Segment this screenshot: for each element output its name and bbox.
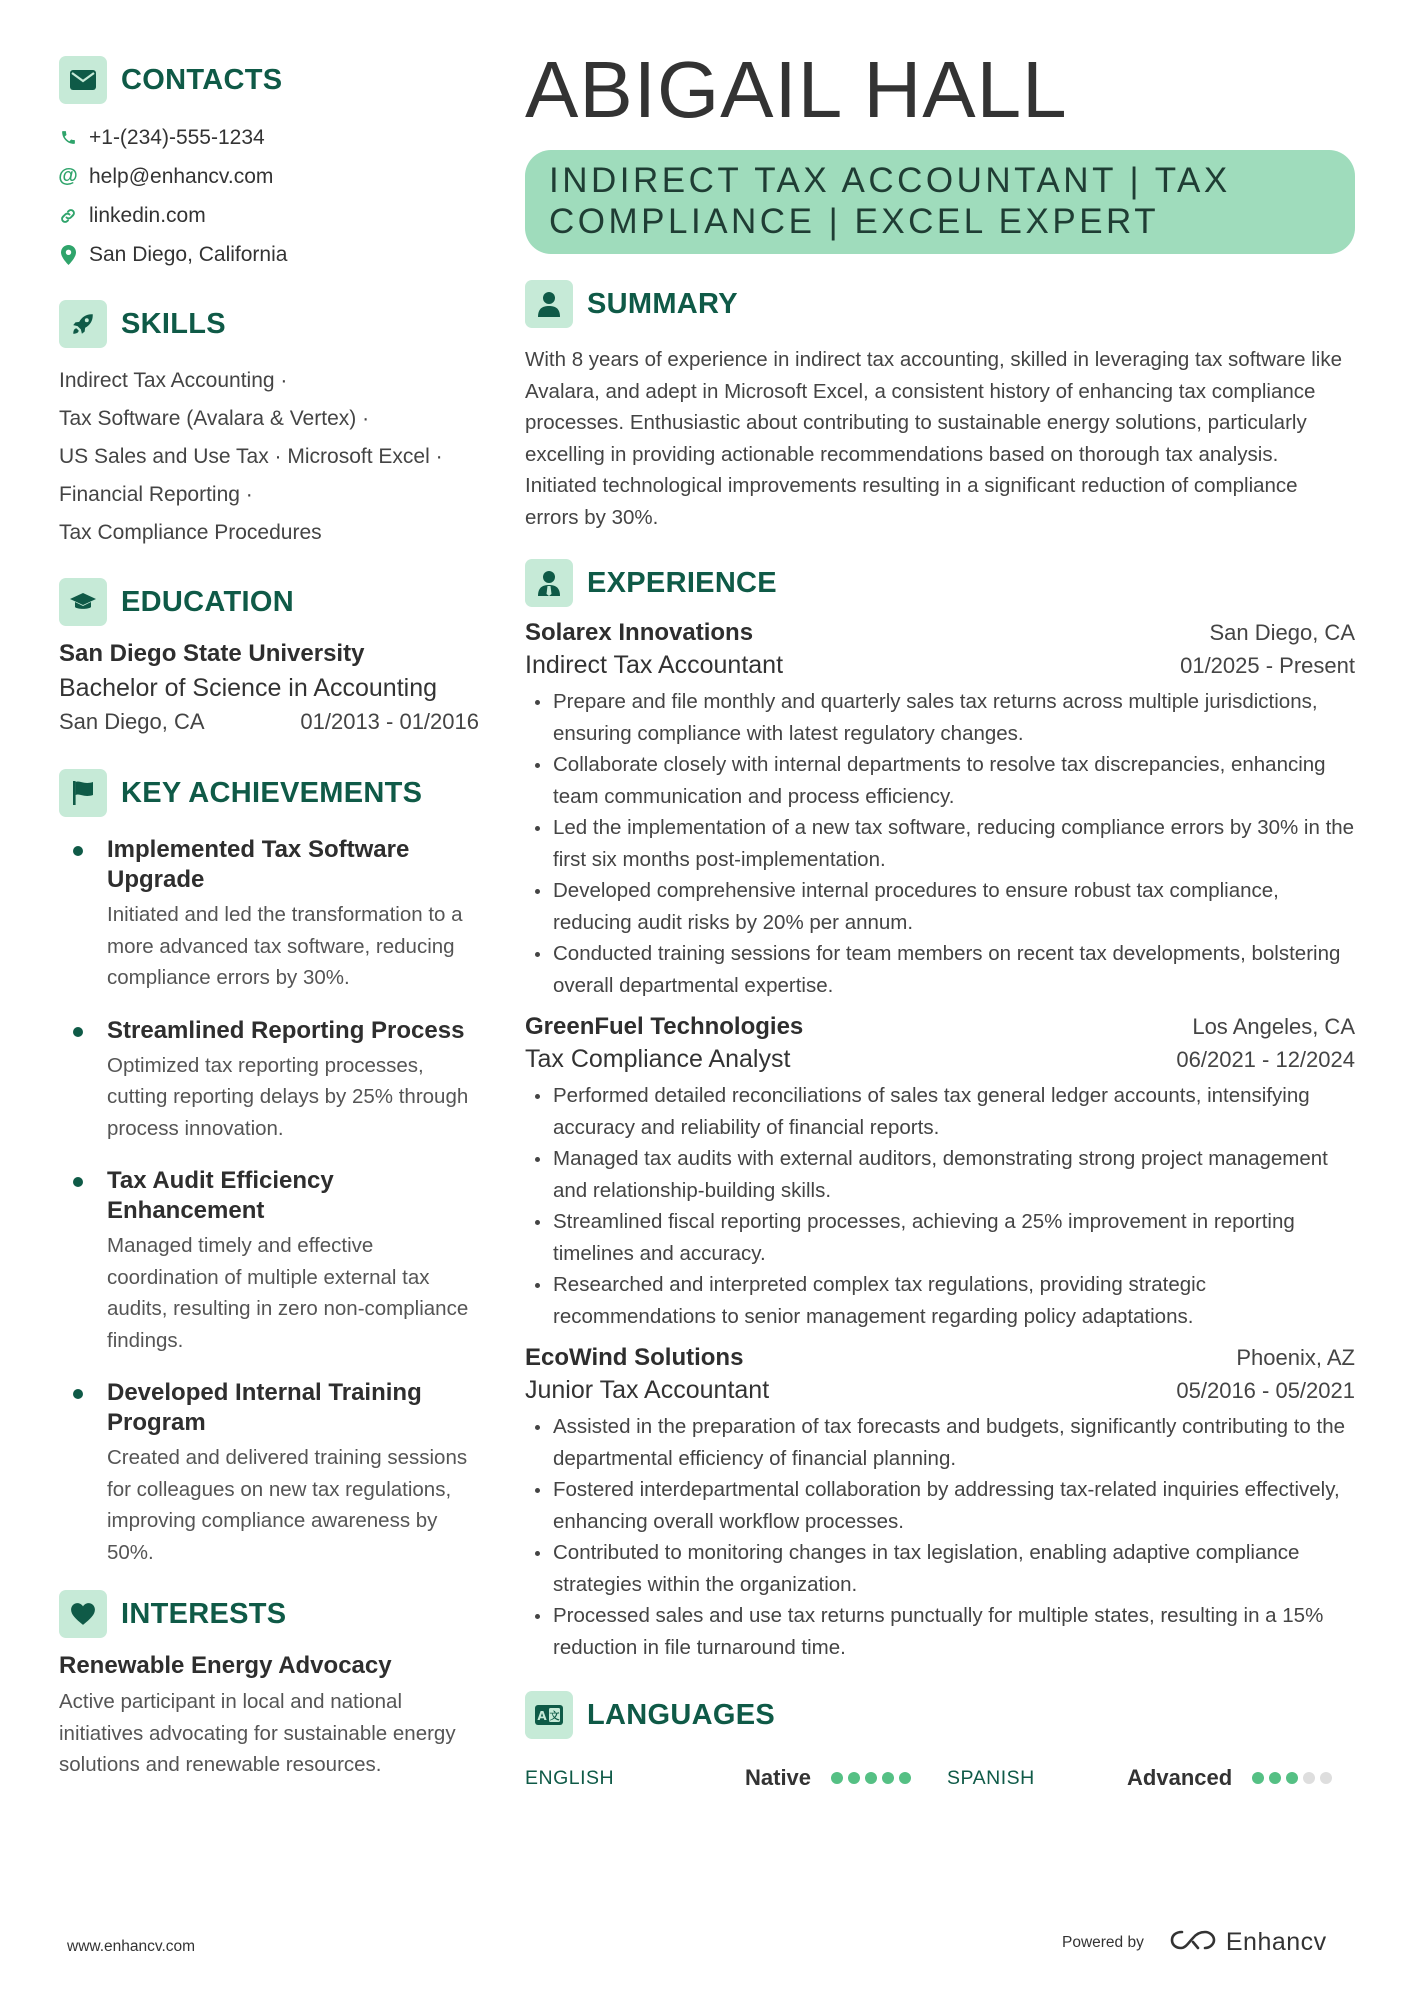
summary-heading xyxy=(525,280,1355,328)
rating-dot-filled xyxy=(865,1772,877,1784)
translate-icon xyxy=(525,1691,573,1739)
job-bullet: Fostered interdepartmental collaboration by addressing tax-related inquiries effectively, enhancing overall workflow processes. xyxy=(525,1474,1355,1537)
rating-dot-empty xyxy=(1320,1772,1332,1784)
rating-dot-filled xyxy=(848,1772,860,1784)
location-text: San Diego, California xyxy=(89,242,288,266)
job-dates: 05/2016 - 05/2021 xyxy=(1176,1378,1355,1403)
at-icon: @ xyxy=(58,165,78,187)
right-column xyxy=(525,44,1355,1793)
skill-line: Financial Reporting · xyxy=(59,483,253,506)
job-bullets xyxy=(525,686,1355,1001)
rating-dot-filled xyxy=(1269,1772,1281,1784)
footer-website[interactable]: www.enhancv.com xyxy=(67,1938,196,1955)
achievement-text: Managed timely and effective coordination of multiple external tax audits, resulting in zero non-compliance findings. xyxy=(107,1234,469,1352)
experience-heading xyxy=(525,559,1355,607)
job-bullet: Researched and interpreted complex tax regulations, providing strategic recommendations to senior management regarding policy adaptations. xyxy=(525,1269,1355,1332)
candidate-name: ABIGAIL HALL xyxy=(525,45,1068,134)
achievements-heading xyxy=(59,769,479,817)
heart-icon xyxy=(59,1590,107,1638)
achievement-title: Tax Audit Efficiency Enhancement xyxy=(107,1167,334,1224)
job-bullet: Assisted in the preparation of tax forecasts and budgets, significantly contributing to the departmental efficiency of financial planning. xyxy=(525,1411,1355,1474)
map-pin-icon xyxy=(59,244,77,266)
languages-title: LANGUAGES xyxy=(587,1698,775,1731)
user-tie-icon xyxy=(525,559,573,607)
job-bullet: Prepare and file monthly and quarterly sales tax returns across multiple jurisdictions, ensuring compliance with latest regulatory changes. xyxy=(525,686,1355,749)
language-level: Advanced xyxy=(1127,1765,1233,1790)
bullet-dot xyxy=(73,1177,83,1187)
job-bullets xyxy=(525,1080,1355,1332)
job-dates: 06/2021 - 12/2024 xyxy=(1176,1047,1355,1072)
powered-by-text: Powered by xyxy=(1062,1933,1144,1951)
rating-dot-empty xyxy=(1303,1772,1315,1784)
skill-line: Tax Compliance Procedures xyxy=(59,521,322,544)
job-dates: 01/2025 - Present xyxy=(1180,653,1355,678)
svg-text:文: 文 xyxy=(549,1711,560,1723)
achievements-title: KEY ACHIEVEMENTS xyxy=(121,776,423,809)
phone-icon xyxy=(59,127,77,149)
interest-title: Renewable Energy Advocacy xyxy=(59,1652,392,1679)
svg-text:A: A xyxy=(537,1709,547,1723)
skill-line: US Sales and Use Tax · Microsoft Excel · xyxy=(59,445,443,468)
summary-title: SUMMARY xyxy=(587,287,738,320)
language-name: SPANISH xyxy=(947,1766,1035,1789)
job-role: Indirect Tax Accountant xyxy=(525,651,784,679)
job-bullet: Managed tax audits with external auditors, demonstrating strong project management and relationship-building skills. xyxy=(525,1143,1355,1206)
headline-box xyxy=(525,150,1355,254)
headline-text: INDIRECT TAX ACCOUNTANT | TAX COMPLIANCE | EXCEL EXPERT xyxy=(549,161,1231,241)
email-link[interactable]: help@enhancv.com xyxy=(89,164,274,188)
education-meta xyxy=(59,709,479,735)
contact-linkedin xyxy=(59,196,479,235)
rating-dot-filled xyxy=(882,1772,894,1784)
job-entry xyxy=(525,619,1355,1001)
job-location: San Diego, CA xyxy=(1209,620,1355,645)
job-bullet: Performed detailed reconciliations of sales tax general ledger accounts, intensifying accuracy and reliability of financial reports. xyxy=(525,1080,1355,1143)
achievement-text: Created and delivered training sessions for colleagues on new tax regulations, improving compliance awareness by 50%. xyxy=(107,1446,468,1564)
contacts-heading xyxy=(59,56,479,104)
job-bullet: Processed sales and use tax returns punctually for multiple states, resulting in a 15% reduction in file turnaround time. xyxy=(525,1600,1355,1663)
education-heading xyxy=(59,578,479,626)
job-role: Tax Compliance Analyst xyxy=(525,1045,791,1073)
job-location: Los Angeles, CA xyxy=(1192,1014,1355,1039)
skills-title: SKILLS xyxy=(121,307,226,340)
skill-line: Indirect Tax Accounting · xyxy=(59,369,288,392)
job-bullet: Contributed to monitoring changes in tax legislation, enabling adaptive compliance strategies within the organization. xyxy=(525,1537,1355,1600)
interest-text: Active participant in local and national initiatives advocating for sustainable energy solutions and renewable resources. xyxy=(59,1690,456,1776)
job-role: Junior Tax Accountant xyxy=(525,1376,770,1404)
job-bullet: Collaborate closely with internal departments to resolve tax discrepancies, enhancing team communication and process efficiency. xyxy=(525,749,1355,812)
language-level: Native xyxy=(745,1765,812,1790)
achievement-item xyxy=(59,1166,479,1356)
achievement-text: Initiated and led the transformation to a more advanced tax software, reducing compliance errors by 30%. xyxy=(107,903,463,989)
language-rating xyxy=(831,1772,911,1784)
skills-list xyxy=(59,362,479,552)
rating-dot-filled xyxy=(831,1772,843,1784)
job-bullet: Developed comprehensive internal procedures to ensure robust tax compliance, reducing audit risks by 20% per annum. xyxy=(525,875,1355,938)
graduation-cap-icon xyxy=(59,578,107,626)
achievement-title: Developed Internal Training Program xyxy=(107,1379,422,1436)
education-school: San Diego State University xyxy=(59,640,365,667)
interests-title: INTERESTS xyxy=(121,1597,287,1630)
contact-email xyxy=(59,157,479,196)
job-bullet: Led the implementation of a new tax software, reducing compliance errors by 30% in the first six months post-implementation. xyxy=(525,812,1355,875)
achievement-text: Optimized tax reporting processes, cutting reporting delays by 25% through process innovation. xyxy=(107,1053,469,1140)
phone-text[interactable]: +1-(234)-555-1234 xyxy=(89,125,265,149)
experience-title: EXPERIENCE xyxy=(587,566,777,599)
interests-heading xyxy=(59,1590,479,1638)
enhancv-logo-icon xyxy=(1170,1928,1216,1957)
flag-icon xyxy=(59,769,107,817)
job-location: Phoenix, AZ xyxy=(1236,1345,1355,1370)
education-title: EDUCATION xyxy=(121,585,294,618)
achievement-title: Implemented Tax Software Upgrade xyxy=(107,836,410,893)
education-degree: Bachelor of Science in Accounting xyxy=(59,674,438,702)
rating-dot-filled xyxy=(1286,1772,1298,1784)
user-icon xyxy=(525,280,573,328)
linkedin-link[interactable]: linkedin.com xyxy=(89,203,206,227)
envelope-icon xyxy=(59,56,107,104)
enhancv-brand-text: Enhancv xyxy=(1225,1928,1327,1956)
bullet-dot xyxy=(73,1389,83,1399)
languages-list xyxy=(525,1763,1355,1793)
job-bullet: Conducted training sessions for team members on recent tax developments, bolstering overall departmental expertise. xyxy=(525,938,1355,1001)
rating-dot-filled xyxy=(899,1772,911,1784)
achievement-title: Streamlined Reporting Process xyxy=(107,1016,465,1044)
contacts-title: CONTACTS xyxy=(121,63,283,96)
job-bullet: Streamlined fiscal reporting processes, achieving a 25% improvement in reporting timelines and accuracy. xyxy=(525,1206,1355,1269)
languages-heading xyxy=(525,1691,1355,1739)
job-company: GreenFuel Technologies xyxy=(525,1013,804,1040)
job-bullets xyxy=(525,1411,1355,1663)
achievement-item xyxy=(59,1016,479,1145)
rating-dot-filled xyxy=(1252,1772,1264,1784)
rocket-icon xyxy=(59,300,107,348)
job-entry xyxy=(525,1013,1355,1332)
summary-text: With 8 years of experience in indirect tax accounting, skilled in leveraging tax software like Avalara, and adept in Microsoft Excel, a consistent history of enhancing tax compliance processes. Enthusiastic about contributing to sustainable energy solutions, particularly excelling in providing actionable recommendations based on thorough tax analysis. Initiated technological improvements resulting in a significant reduction of compliance errors by 30%. xyxy=(525,348,1342,529)
bullet-dot xyxy=(73,1027,83,1037)
bullet-dot xyxy=(73,846,83,856)
language-rating xyxy=(1252,1772,1332,1784)
job-company: Solarex Innovations xyxy=(525,619,754,646)
contact-location xyxy=(59,235,479,274)
achievement-item xyxy=(59,1378,479,1568)
education-location: San Diego, CA xyxy=(59,709,205,734)
education-dates: 01/2013 - 01/2016 xyxy=(300,709,479,734)
job-company: EcoWind Solutions xyxy=(525,1344,744,1371)
footer-branding xyxy=(1062,1928,1327,1957)
left-column xyxy=(59,56,479,1781)
language-name: ENGLISH xyxy=(525,1766,615,1789)
skills-heading xyxy=(59,300,479,348)
job-entry xyxy=(525,1344,1355,1663)
link-icon xyxy=(59,205,77,227)
contact-phone xyxy=(59,118,479,157)
skill-line: Tax Software (Avalara & Vertex) · xyxy=(59,407,370,430)
achievement-item xyxy=(59,835,479,994)
